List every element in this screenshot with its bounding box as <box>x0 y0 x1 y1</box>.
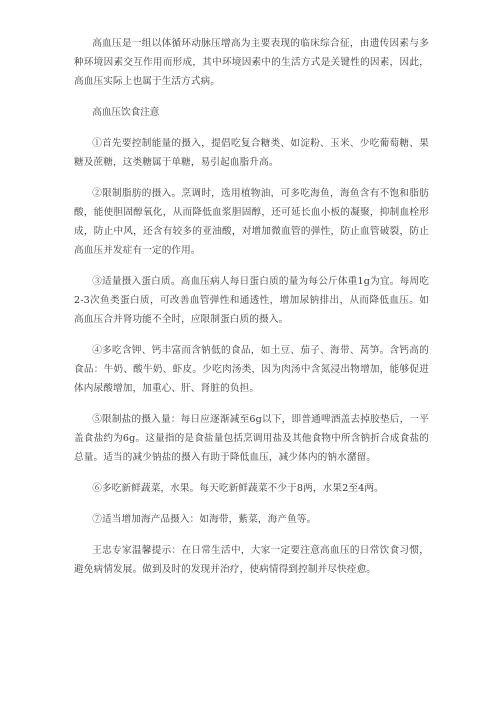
diet-item-4: ④多吃含钾、钙丰富而含钠低的食品，如土豆、茄子、海带、莴笋。含钙高的食品：牛奶、酸牛奶、虾皮。少吃肉汤类，因为肉汤中含氮浸出物增加，能够促进体内尿酸增加，加重心、肝、肾脏的负担。 <box>74 345 429 394</box>
diet-item-1: ①首先要控制能量的摄入，提倡吃复合糖类、如淀粉、玉米、少吃葡萄糖、果糖及蔗糖，这类糖属于单糖，易引起血脂升高。 <box>74 138 429 168</box>
diet-item-7: ⑦适当增加海产品摄入：如海带，紫菜，海产鱼等。 <box>92 514 317 525</box>
diet-item-3: ③适量摄入蛋白质。高血压病人每日蛋白质的量为每公斤体重1g为宜。每周吃2-3次鱼类蛋白质，可改善血管弹性和通透性，增加尿钠排出，从而降低血压。如高血压合并肾功能不全时，应限制蛋白质的摄入。 <box>74 276 429 325</box>
document-body <box>74 34 429 579</box>
intro-paragraph: 高血压是一组以体循环动脉压增高为主要表现的临床综合征，由遗传因素与多种环境因素交互作用而形成，其中环境因素中的生活方式是关键性的因素，因此，高血压实际上也属于生活方式病。 <box>74 38 429 87</box>
diet-item-2: ②限制脂肪的摄入。烹调时，选用植物油，可多吃海鱼，海鱼含有不饱和脂肪酸，能使胆固醇氧化，从而降低血浆胆固醇，还可延长血小板的凝聚，抑制血栓形成，防止中风，还含有较多的亚油酸，对增加微血管的弹性，防止血管破裂，防止高血压并发症有一定的作用。 <box>74 188 429 256</box>
section-heading: 高血压饮食注意 <box>92 107 160 118</box>
closing-paragraph: 王忠专家温馨提示：在日常生活中，大家一定要注意高血压的日常饮食习惯，避免病情发展。做到及时的发现并治疗，使病情得到控制并尽快痊愈。 <box>74 545 429 575</box>
diet-item-5: ⑤限制盐的摄入量：每日应逐渐减至6g以下，即普通啤酒盖去掉胶垫后，一平盖食盐约为6g。这量指的是食盐量包括烹调用盐及其他食物中所含钠折合成食盐的总量。适当的减少钠盐的摄入有助于降低血压，减少体内的钠水潴留。 <box>74 414 429 463</box>
diet-item-6: ⑥多吃新鲜蔬菜，水果。每天吃新鲜蔬菜不少于8两，水果2至4两。 <box>92 483 384 494</box>
